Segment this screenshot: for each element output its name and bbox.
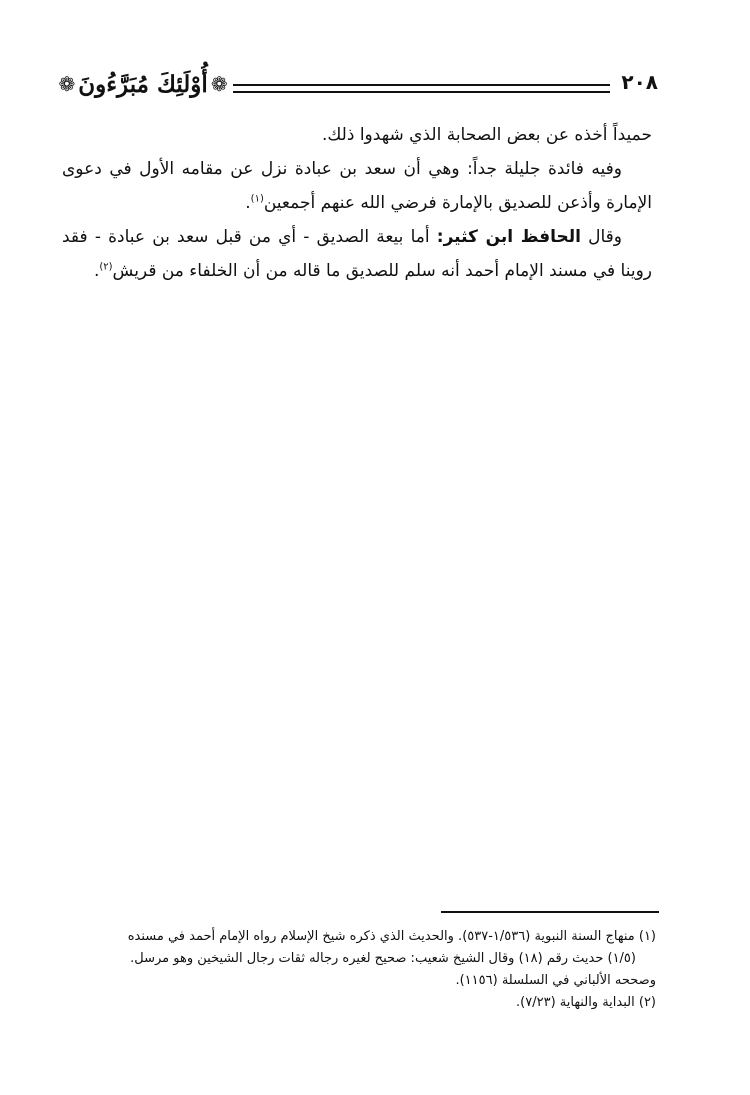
book-title [58, 64, 228, 104]
footnote-1-line-2: (١/٥) حديث رقم (١٨) وقال الشيخ شعيب: صحيح لغيره رجاله ثقات رجال الشيخين وهو مرسل. [130, 951, 636, 966]
main-text [62, 118, 652, 288]
footnote-1-line-3: وصححه الألباني في السلسلة (١١٥٦). [455, 973, 656, 988]
left-ornament-icon: ❁ [58, 72, 76, 96]
paragraph-3-end: . [93, 261, 100, 281]
paragraph-2-end: . [245, 193, 251, 213]
page-number: ٢٠٨ [621, 70, 658, 94]
paragraph-3-text: أما بيعة الصديق - أي من قبل سعد بن عبادة - فقد روينا في مسند الإمام أحمد أنه سلم للصديق ما قاله من أن الخلفاء من قريش [62, 227, 652, 281]
paragraph-1: حميداً أخذه عن بعض الصحابة الذي شهدوا ذلك. [321, 125, 652, 145]
header-double-rule [233, 84, 610, 93]
paragraph-2 [62, 152, 652, 220]
footnote-ref-1[interactable]: (١) [250, 193, 264, 205]
page-header [58, 70, 658, 110]
footnote-2: (٢) البداية والنهاية (٧/٢٣). [516, 995, 656, 1010]
footnotes [62, 926, 656, 1014]
footnote-separator [441, 911, 659, 913]
footnote-ref-2[interactable]: (٢) [99, 261, 113, 273]
right-ornament-icon: ❁ [210, 72, 228, 96]
paragraph-3-start: وقال [580, 227, 623, 247]
book-title-text: أُوْلَئِكَ مُبَرَّءُونَ [78, 70, 208, 98]
scholar-name: الحافظ ابن كثير: [436, 227, 581, 247]
paragraph-2-text: وفيه فائدة جليلة جداً: وهي أن سعد بن عبادة نزل عن مقامه الأول في دعوى الإمارة وأذعن للصديق بالإمارة فرضي الله عنهم أجمعين [62, 159, 652, 213]
footnote-1-line-1: (١) منهاج السنة النبوية (١/٥٣٦-٥٣٧). والحديث الذي ذكره شيخ الإسلام رواه الإمام أحمد في مسنده [127, 929, 656, 944]
paragraph-3 [62, 220, 652, 288]
